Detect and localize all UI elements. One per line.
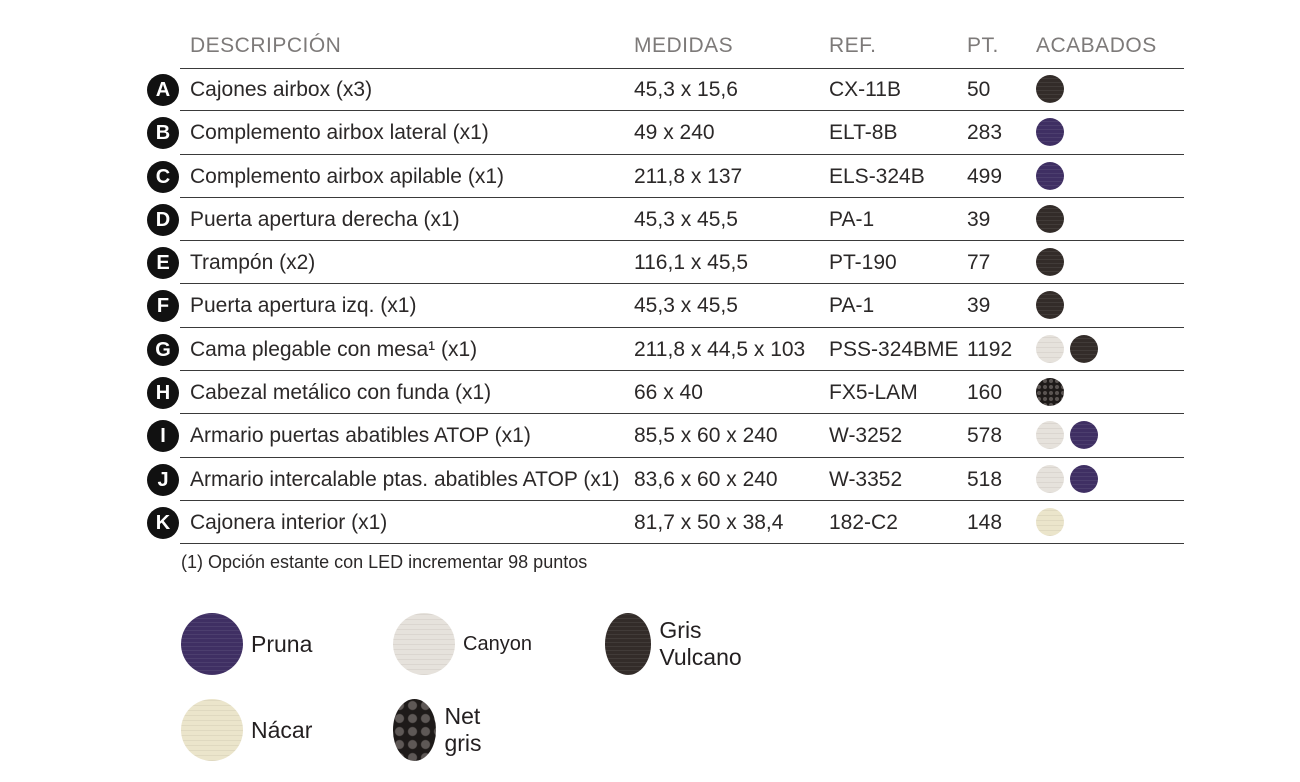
legend-gris-vulcano xyxy=(605,613,757,675)
footnote: (1) Opción estante con LED incrementar 98 puntos xyxy=(181,552,588,572)
row-ref: PSS-324BME xyxy=(829,337,959,361)
pruna-finish-dot xyxy=(1036,118,1064,146)
legend-label-pruna: Pruna xyxy=(251,630,313,657)
table-row xyxy=(156,241,1184,284)
row-measures: 49 x 240 xyxy=(634,121,715,145)
pruna-swatch xyxy=(181,613,243,675)
row-letter-badge: C xyxy=(147,161,179,193)
row-description: Complemento airbox lateral (x1) xyxy=(190,121,489,145)
table-row xyxy=(155,371,1184,414)
row-letter-badge: A xyxy=(147,74,179,106)
row-finishes xyxy=(1036,248,1064,276)
header-ref: REF. xyxy=(829,34,877,57)
row-points: 148 xyxy=(967,510,1003,534)
row-ref: PA-1 xyxy=(829,207,875,231)
row-description: Puerta apertura izq. (x1) xyxy=(190,294,417,318)
row-finishes xyxy=(1036,378,1064,406)
row-points: 77 xyxy=(967,251,991,275)
table-row xyxy=(160,414,1184,457)
canyon-finish-dot xyxy=(1036,335,1064,363)
row-description: Armario intercalable ptas. abatibles ATOP (x1) xyxy=(190,467,620,491)
row-description: Cajones airbox (x3) xyxy=(190,78,373,101)
gris-vulcano-finish-dot xyxy=(1036,75,1064,103)
row-ref: PA-1 xyxy=(829,294,875,318)
row-measures: 81,7 x 50 x 38,4 xyxy=(634,510,784,534)
row-finishes xyxy=(1036,118,1064,146)
table-row xyxy=(155,198,1184,241)
legend-label-nacar: Nácar xyxy=(251,716,313,743)
row-ref: W-3352 xyxy=(829,467,903,491)
canyon-finish-dot xyxy=(1036,465,1064,493)
row-letter-badge: F xyxy=(147,290,179,322)
gris-vulcano-finish-dot xyxy=(1036,291,1064,319)
row-measures: 116,1 x 45,5 xyxy=(634,251,749,275)
table-row xyxy=(155,501,1184,544)
legend-net-gris xyxy=(393,699,500,761)
header-description: DESCRIPCIÓN xyxy=(190,34,342,57)
row-points: 283 xyxy=(967,121,1003,145)
net-gris-swatch xyxy=(393,699,436,761)
header-points: PT. xyxy=(967,34,999,57)
row-points: 39 xyxy=(967,207,991,231)
row-letter-badge: E xyxy=(147,247,179,279)
row-letter-badge: J xyxy=(147,464,179,496)
row-ref: ELT-8B xyxy=(829,121,898,145)
row-measures: 45,3 x 45,5 xyxy=(634,294,738,318)
row-finishes xyxy=(1036,291,1064,319)
gris-vulcano-finish-dot xyxy=(1036,205,1064,233)
row-measures: 66 x 40 xyxy=(634,381,703,405)
row-ref: W-3252 xyxy=(829,424,903,448)
row-letter-badge: D xyxy=(147,204,179,236)
row-finishes xyxy=(1036,508,1064,536)
row-points: 39 xyxy=(967,294,991,318)
row-measures: 85,5 x 60 x 240 xyxy=(634,424,778,448)
table-row xyxy=(155,111,1184,154)
legend-label-net-gris: Net gris xyxy=(444,703,482,756)
row-finishes xyxy=(1036,75,1064,103)
nacar-swatch xyxy=(181,699,243,761)
row-measures: 83,6 x 60 x 240 xyxy=(634,467,778,491)
row-points: 499 xyxy=(967,164,1003,188)
row-measures: 211,8 x 137 xyxy=(634,164,743,188)
row-description: Cabezal metálico con funda (x1) xyxy=(190,381,492,405)
pruna-finish-dot xyxy=(1036,162,1064,190)
row-points: 50 xyxy=(967,78,991,101)
row-description: Armario puertas abatibles ATOP (x1) xyxy=(190,424,531,448)
row-finishes xyxy=(1036,335,1098,363)
header-measures: MEDIDAS xyxy=(634,34,734,57)
row-measures: 45,3 x 15,6 xyxy=(634,78,738,101)
pruna-finish-dot xyxy=(1070,421,1098,449)
legend-label-canyon: Canyon xyxy=(463,632,532,655)
nacar-finish-dot xyxy=(1036,508,1064,536)
row-finishes xyxy=(1036,162,1064,190)
row-description: Cama plegable con mesa¹ (x1) xyxy=(190,337,478,361)
row-letter-badge: H xyxy=(147,377,179,409)
table-row xyxy=(155,155,1184,198)
net-gris-finish-dot xyxy=(1036,378,1064,406)
gris-vulcano-finish-dot xyxy=(1070,335,1098,363)
row-ref: ELS-324B xyxy=(829,164,925,188)
legend-canyon xyxy=(393,613,532,675)
gris-vulcano-swatch xyxy=(605,613,651,675)
row-letter-badge: K xyxy=(147,507,179,539)
legend-label-gris-vulcano: Gris Vulcano xyxy=(659,617,742,670)
row-letter-badge: B xyxy=(147,117,179,149)
row-measures: 211,8 x 44,5 x 103 xyxy=(634,337,806,361)
row-points: 578 xyxy=(967,424,1003,448)
row-finishes xyxy=(1036,465,1098,493)
row-ref: FX5-LAM xyxy=(829,381,918,405)
row-finishes xyxy=(1036,205,1064,233)
table-row xyxy=(155,68,1184,111)
pruna-finish-dot xyxy=(1070,465,1098,493)
canyon-swatch xyxy=(393,613,455,675)
row-measures: 45,3 x 45,5 xyxy=(634,207,738,231)
row-points: 518 xyxy=(967,467,1003,491)
canyon-finish-dot xyxy=(1036,421,1064,449)
row-description: Trampón (x2) xyxy=(190,251,316,275)
table-row xyxy=(156,284,1184,327)
table-row xyxy=(155,328,1184,371)
row-description: Puerta apertura derecha (x1) xyxy=(190,207,460,231)
row-description: Cajonera interior (x1) xyxy=(190,510,388,534)
table-body xyxy=(155,68,1184,544)
row-points: 1192 xyxy=(967,337,1013,361)
row-letter-badge: G xyxy=(147,334,179,366)
row-ref: 182-C2 xyxy=(829,510,898,534)
header-finishes: ACABADOS xyxy=(1036,34,1157,57)
row-description: Complemento airbox apilable (x1) xyxy=(190,164,504,188)
row-ref: CX-11B xyxy=(829,78,901,101)
row-ref: PT-190 xyxy=(829,251,897,275)
legend-nacar xyxy=(181,699,312,761)
legend-pruna xyxy=(181,613,312,675)
table-row xyxy=(157,458,1184,501)
row-letter-badge: I xyxy=(147,420,179,452)
row-finishes xyxy=(1036,421,1098,449)
row-points: 160 xyxy=(967,381,1003,405)
table-header xyxy=(180,28,1184,69)
gris-vulcano-finish-dot xyxy=(1036,248,1064,276)
